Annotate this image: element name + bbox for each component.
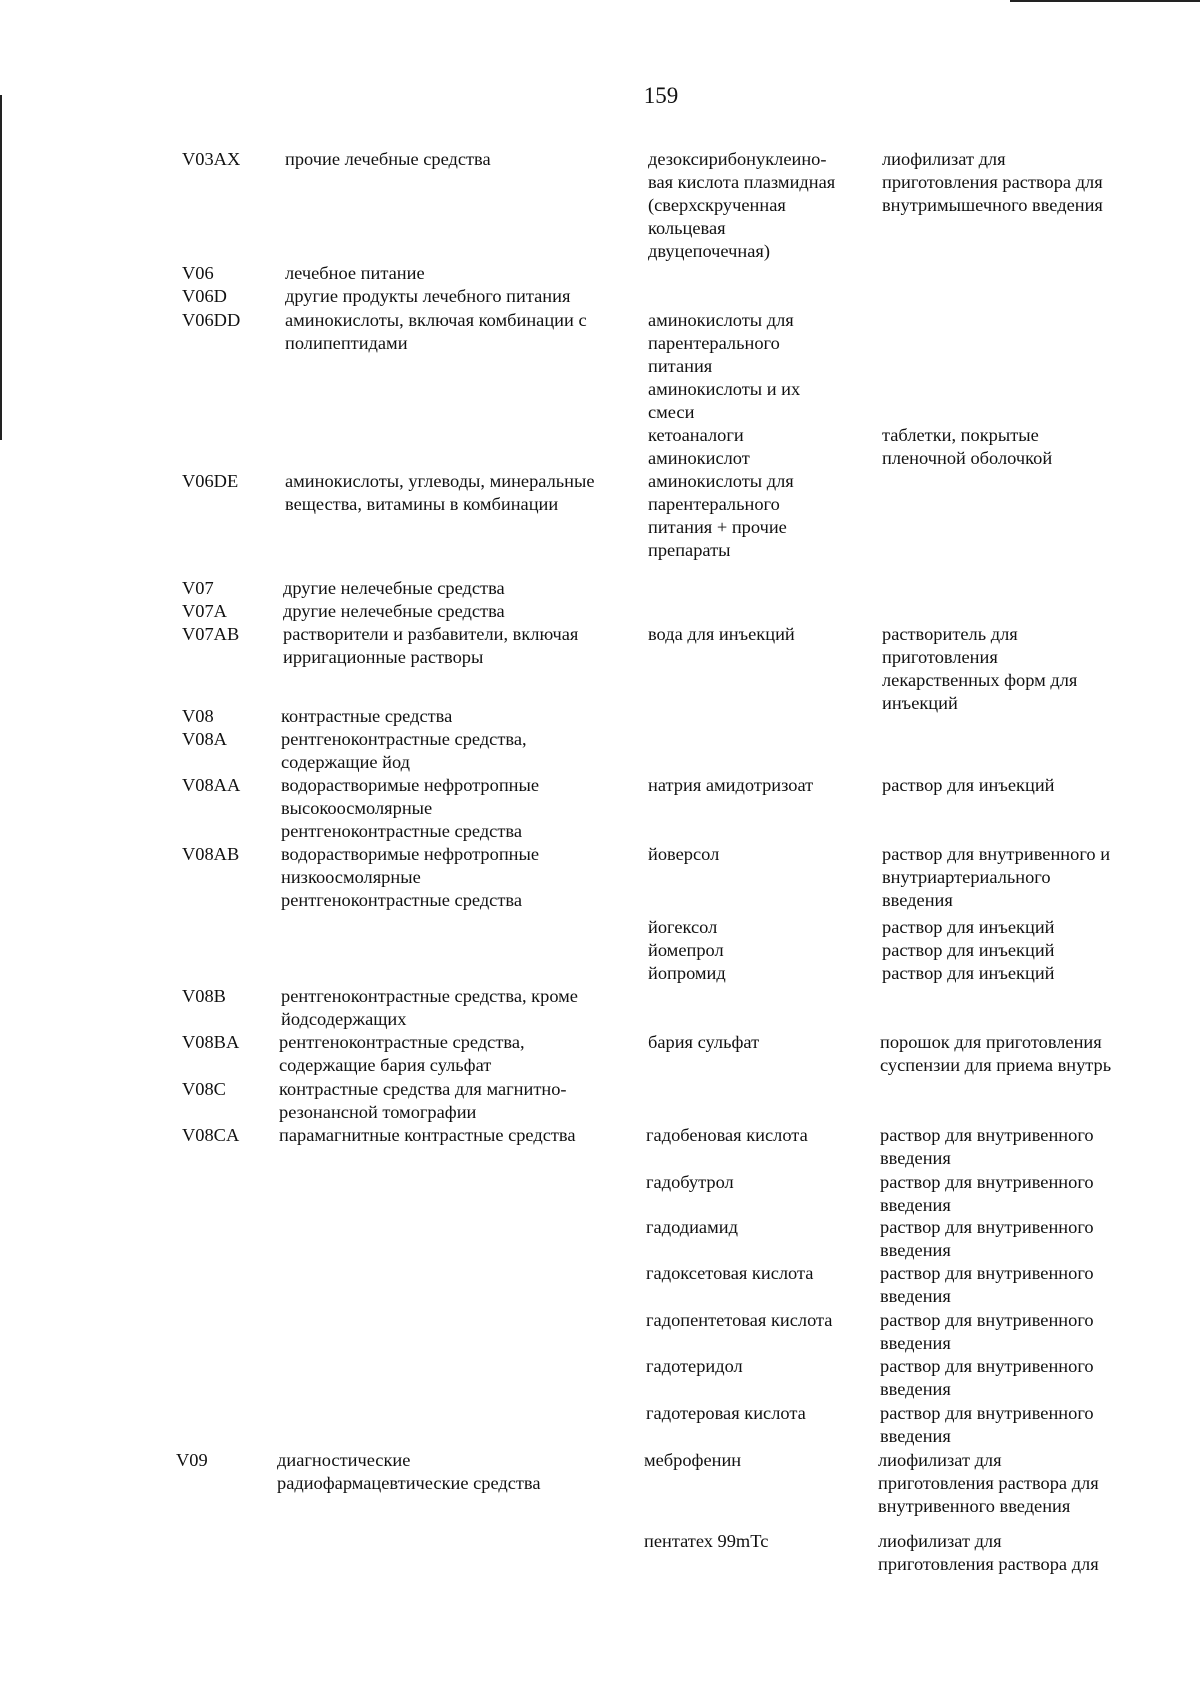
cell-form: таблетки, покрытые пленочной оболочкой [882, 425, 1053, 468]
cell-drug: пентатех 99mTc [644, 1531, 769, 1551]
cell-drug: гадотеровая кислота [646, 1403, 806, 1423]
cell-drug: дезоксирибонуклеино- вая кислота плазмидная (сверхскрученная кольцевая двуцепочечная) [648, 149, 836, 261]
cell-drug: гадодиамид [646, 1217, 738, 1237]
cell-form: раствор для внутривенного введения [880, 1310, 1094, 1353]
cell-code: V07AB [182, 624, 240, 644]
table-row [0, 1216, 1200, 1260]
cell-drug: гадопентетовая кислота [646, 1310, 833, 1330]
cell-drug: меброфенин [644, 1450, 742, 1470]
cell-drug: гадобутрол [646, 1172, 734, 1192]
cell-code: V06D [182, 286, 227, 306]
cell-drug: аминокислоты для парентерального питания [648, 310, 794, 376]
cell-form: раствор для внутривенного введения [880, 1403, 1094, 1446]
cell-code: V08BA [182, 1032, 240, 1052]
cell-name: рентгеноконтрастные средства, содержащие йод [281, 729, 527, 772]
cell-code: V03AX [182, 149, 241, 169]
cell-form: раствор для внутривенного и внутриартериального введения [882, 844, 1111, 910]
table-row [0, 1402, 1200, 1446]
cell-name: аминокислоты, включая комбинации с полипептидами [285, 310, 587, 353]
table-row [0, 1449, 1200, 1516]
table-row [0, 1124, 1200, 1168]
table-row [0, 262, 1200, 283]
cell-form: порошок для приготовления суспензии для приема внутрь [880, 1032, 1112, 1075]
table-row [0, 577, 1200, 598]
cell-code: V07 [182, 578, 214, 598]
table-row [0, 1262, 1200, 1306]
cell-code: V08B [182, 986, 226, 1006]
table-row [0, 1031, 1200, 1075]
cell-name: парамагнитные контрастные средства [279, 1125, 576, 1145]
cell-code: V07A [182, 601, 227, 621]
table-row [0, 600, 1200, 621]
cell-name: рентгеноконтрастные средства, кроме йодсодержащих [281, 986, 578, 1029]
table-row [0, 962, 1200, 983]
table-row [0, 916, 1200, 937]
cell-name: контрастные средства для магнитно- резонансной томографии [279, 1079, 567, 1122]
cell-name: лечебное питание [285, 263, 425, 283]
cell-form: лиофилизат для приготовления раствора для внутримышечного введения [882, 149, 1103, 215]
cell-form: раствор для внутривенного введения [880, 1263, 1094, 1306]
cell-name: диагностические радиофармацевтические средства [277, 1450, 541, 1493]
cell-drug: аминокислоты и их смеси [648, 379, 801, 422]
cell-drug: гадобеновая кислота [646, 1125, 808, 1145]
cell-drug: йоверсол [648, 844, 720, 864]
cell-code: V08C [182, 1079, 226, 1099]
cell-name: рентгеноконтрастные средства, содержащие бария сульфат [279, 1032, 525, 1075]
cell-form: раствор для инъекций [882, 775, 1055, 795]
cell-drug: бария сульфат [648, 1032, 760, 1052]
cell-form: раствор для внутривенного введения [880, 1172, 1094, 1215]
table-row [0, 148, 1200, 261]
cell-form: лиофилизат для приготовления раствора для [878, 1531, 1099, 1574]
cell-code: V06 [182, 263, 214, 283]
cell-form: лиофилизат для приготовления раствора для внутривенного введения [878, 1450, 1099, 1516]
table-row [0, 309, 1200, 376]
cell-code: V08 [182, 706, 214, 726]
cell-code: V08CA [182, 1125, 240, 1145]
cell-name: другие нелечебные средства [283, 601, 505, 621]
table-row [0, 705, 1200, 726]
cell-code: V06DD [182, 310, 241, 330]
cell-name: растворители и разбавители, включая ирригационные растворы [283, 624, 579, 667]
cell-drug: кетоаналоги аминокислот [648, 425, 750, 468]
cell-form: раствор для инъекций [882, 917, 1055, 937]
cell-form: раствор для внутривенного введения [880, 1125, 1094, 1168]
table-row [0, 1309, 1200, 1353]
cell-code: V08A [182, 729, 227, 749]
cell-name: водорастворимые нефротропные высокоосмолярные рентгеноконтрастные средства [281, 775, 540, 841]
cell-name: прочие лечебные средства [285, 149, 491, 169]
table-row [0, 285, 1200, 306]
table-row [0, 1171, 1200, 1215]
cell-drug: гадоксетовая кислота [646, 1263, 814, 1283]
table-row [0, 470, 1200, 560]
cell-drug: вода для инъекций [648, 624, 795, 644]
cell-name: водорастворимые нефротропные низкоосмолярные рентгеноконтрастные средства [281, 844, 540, 910]
cell-name: другие продукты лечебного питания [285, 286, 571, 306]
cell-name: другие нелечебные средства [283, 578, 505, 598]
page-number: 159 [643, 83, 679, 108]
cell-name: аминокислоты, углеводы, минеральные вещества, витамины в комбинации [285, 471, 595, 514]
cell-form: раствор для внутривенного введения [880, 1356, 1094, 1399]
table-row [0, 939, 1200, 960]
cell-drug: гадотеридол [646, 1356, 743, 1376]
cell-drug: аминокислоты для парентерального питания + прочие препараты [648, 471, 794, 560]
table-row [0, 774, 1200, 841]
cell-drug: йомепрол [648, 940, 724, 960]
cell-form: раствор для инъекций [882, 940, 1055, 960]
cell-code: V06DE [182, 471, 239, 491]
cell-form: растворитель для приготовления лекарственных форм для инъекций [882, 624, 1078, 713]
cell-code: V08AA [182, 775, 241, 795]
cell-form: раствор для внутривенного введения [880, 1217, 1094, 1260]
table-row [0, 1355, 1200, 1399]
table-row [0, 843, 1200, 910]
table-row [0, 1530, 1200, 1574]
cell-form: раствор для инъекций [882, 963, 1055, 983]
cell-drug: йогексол [648, 917, 718, 937]
cell-drug: йопромид [648, 963, 726, 983]
cell-code: V08AB [182, 844, 240, 864]
table-row [0, 623, 1200, 713]
cell-code: V09 [176, 1450, 208, 1470]
table-row [0, 728, 1200, 772]
cell-drug: натрия амидотризоат [648, 775, 814, 795]
table-row [0, 424, 1200, 468]
table-row [0, 378, 1200, 422]
table-row [0, 1078, 1200, 1122]
table-row [0, 985, 1200, 1029]
cell-name: контрастные средства [281, 706, 453, 726]
